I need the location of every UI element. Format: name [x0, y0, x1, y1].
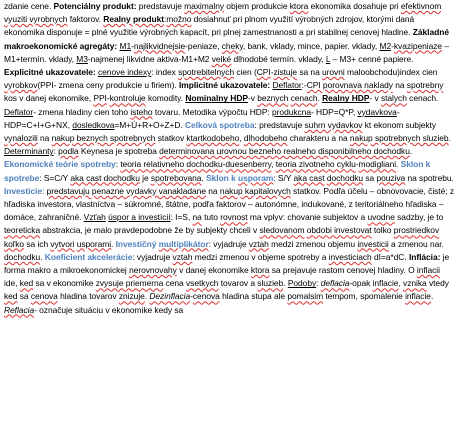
text-run: aka cast dochodku	[70, 172, 140, 183]
text-run: (PPI- zmena ceny produkcie u firiem).	[37, 80, 179, 91]
text-run: -peniaze,	[185, 40, 222, 51]
text-run: – M1+termín. vklady,	[4, 40, 449, 64]
text-run: beznych	[257, 93, 289, 104]
text-run: kt ekonom subjekty	[362, 119, 437, 130]
text-run: vyrobkov	[4, 80, 38, 91]
text-run: v danej ekonomike	[176, 265, 251, 276]
term-heading: Ekonomické teórie spotreby	[4, 159, 116, 170]
term-heading: Investičný	[115, 238, 157, 249]
text-run: cenach.	[406, 93, 439, 104]
text-run: tuto	[201, 212, 221, 223]
text-run: -	[190, 291, 193, 302]
document-body	[4, 0, 454, 317]
term-heading: Explicitné ukazovatele:	[4, 67, 96, 78]
text-run: komodity.	[145, 93, 186, 104]
term-heading: Realny produkt	[103, 14, 164, 25]
text-run: nakup beznych spotrebnych	[51, 133, 156, 144]
text-run: cena	[163, 278, 186, 289]
text-run: produkcna	[272, 106, 311, 117]
text-run: sa v ekonomike	[33, 278, 96, 289]
text-run: uvodne	[367, 212, 395, 223]
text-run: ,	[239, 133, 244, 144]
term-heading: Sklon k	[206, 172, 236, 183]
text-run: hladina stupa ale	[219, 291, 288, 302]
text-run: vytvori	[50, 238, 75, 249]
term-heading: Koeficient akcelerácie	[44, 251, 133, 262]
text-run: sa na	[297, 67, 323, 78]
text-run: a zmenou nar.	[388, 238, 444, 249]
text-run: medzi zmenou v objeme spotreby a	[192, 251, 329, 262]
text-run: sledovanom	[259, 225, 305, 236]
text-run: možno	[166, 14, 192, 25]
text-run: =M+Ú+R+O+Z+D.	[114, 119, 185, 130]
text-run: ,	[271, 159, 276, 170]
text-run: .	[396, 159, 401, 170]
text-run: ekonomika dosahuje pri	[308, 1, 401, 11]
text-run: vztah	[172, 251, 193, 262]
text-run: cenach	[290, 93, 318, 104]
text-run: cien (	[234, 67, 257, 78]
text-run: L	[325, 53, 331, 64]
text-run: -HDP=C+I+G+NX,	[4, 106, 400, 130]
text-run: M1	[119, 40, 132, 51]
text-run: .	[430, 291, 434, 302]
text-run: modigliani	[358, 159, 397, 170]
text-run: spotrebovana	[150, 172, 202, 183]
text-run: vynalozili	[4, 133, 38, 144]
text-run: - v	[369, 93, 381, 104]
text-run: : S=C/Y	[39, 172, 71, 183]
text-run: .	[201, 172, 207, 183]
text-run: Keynesa je spotreba	[78, 146, 160, 157]
text-run: : predstavuje	[254, 119, 305, 130]
text-run: - HDP=Q*P,	[310, 106, 358, 117]
text-run: predstavuje	[136, 1, 185, 11]
text-run: cenova	[30, 291, 58, 302]
text-run: objem produkcie	[224, 1, 290, 11]
text-run: investicii	[357, 238, 389, 249]
text-run: usporami	[76, 238, 112, 249]
text-run: -	[106, 93, 110, 104]
text-run: .	[40, 251, 45, 262]
text-run: :	[164, 14, 167, 25]
text-run: M2	[379, 40, 392, 51]
text-run: ktartkodobeho	[186, 133, 240, 144]
text-run: .	[144, 291, 150, 302]
text-run: vtedy	[426, 278, 449, 289]
text-run: tovaru. Metodika výpočtu HDP:	[152, 106, 273, 117]
text-run: Determinanty	[4, 146, 54, 157]
term-heading: Sklon k spotrebe	[4, 159, 431, 183]
text-run: :	[41, 185, 47, 196]
text-run: znizuje	[118, 291, 145, 302]
text-run: dochodku	[4, 251, 41, 262]
text-run: prostriedkov	[393, 225, 440, 236]
text-run: nakup spotrebnych sluzieb	[349, 133, 449, 144]
text-run: rovnost	[220, 212, 248, 223]
text-run: -najmenej likvidne aktiva-M1+M2	[87, 53, 212, 64]
text-run: aka cast	[293, 172, 325, 183]
text-run: spotrebny	[406, 80, 444, 91]
text-run: maloobchodu)index cien	[344, 67, 438, 78]
text-run: sa	[363, 172, 377, 183]
term-heading: Investície	[4, 185, 42, 196]
text-run: statkov	[155, 133, 187, 144]
text-run: dlhodobeho	[243, 133, 288, 144]
text-run: .	[317, 93, 323, 104]
text-run: urovni	[322, 67, 345, 78]
text-run: determinovana urovnou bezneho realneho disponibilneho dochodku	[159, 146, 410, 157]
text-run: vsetkych	[186, 278, 219, 289]
text-run: inflacie	[405, 291, 431, 302]
text-run: stalych	[380, 93, 407, 104]
text-run: vztah	[248, 238, 269, 249]
text-run: podla	[58, 146, 79, 157]
text-run: zistuje	[273, 67, 298, 78]
text-run: maximalny	[184, 1, 225, 11]
term-heading: Nominalny HDP	[185, 93, 248, 104]
text-run: sluzieb	[257, 278, 284, 289]
text-run: CPI porovnava naklady	[306, 80, 393, 91]
text-run: vznika	[403, 278, 427, 289]
text-run: .	[409, 146, 413, 157]
text-run: - označuje situáciu v ekonomike kedy sa	[34, 304, 184, 315]
text-run: ktora	[289, 1, 309, 11]
text-run: inflacii	[416, 265, 440, 276]
text-run: : vyjadruje	[208, 238, 249, 249]
text-run: -	[131, 40, 134, 51]
text-run: koľko	[4, 238, 25, 249]
text-run: dosiahnuť pri plnom využití výrobných zdrojov, ktorými daná ekonomika disponuje = plné využitie výrobných kapacít, pri plnej zamestnanosti a pri stabilnej cenovej hladine.	[4, 14, 415, 38]
text-run: zdanie cene.	[4, 1, 54, 11]
text-run: -	[355, 159, 359, 170]
text-run: : I=S,	[170, 212, 193, 223]
text-run: statkov. Podľa účelu – obnovovacie, čisté; z hľadiska investora, vlastníctva – súkromné, štátne, podľa faktorov – autonómne, indukované, z teritoriálneho hľadiska – domáce, zahraničné.	[4, 185, 455, 223]
term-heading: multiplikátor	[158, 238, 209, 249]
text-run: .	[283, 278, 288, 289]
text-run: velké	[211, 53, 232, 64]
text-run: dlhodobé termín. vklady,	[231, 53, 326, 64]
text-run: Reflacia	[4, 304, 35, 315]
text-run: Dezinflacia	[149, 291, 191, 302]
text-run: investiciach	[328, 251, 372, 262]
text-run: : S/Y	[273, 172, 294, 183]
text-run: duesenberry	[225, 159, 272, 170]
term-heading: Inflácia:	[408, 251, 441, 262]
text-run: abstrakcia, je malo pravdepodobne že by subjekty chceli v	[40, 225, 260, 236]
text-run: pouziva	[376, 172, 406, 183]
text-run: faktorov.	[67, 14, 104, 25]
text-run: ktora	[250, 265, 270, 276]
text-run: úspor a investícií	[108, 212, 171, 223]
text-run: na	[192, 212, 202, 223]
text-run: .	[448, 133, 451, 144]
text-run: -v	[247, 93, 258, 104]
text-run: teoria relativneho dochodku	[120, 159, 223, 170]
text-run: :	[316, 278, 321, 289]
text-run: vydavkova	[357, 106, 397, 117]
term-heading: usporam	[238, 172, 274, 183]
text-run: tolko	[371, 225, 394, 236]
text-run: -	[222, 159, 226, 170]
text-run: :	[53, 146, 59, 157]
text-run: obdobi investovat	[306, 225, 372, 236]
text-run: cenove indexy	[98, 67, 152, 78]
text-run: predstavuju penazne vydavky vanakladane	[46, 185, 206, 196]
text-run: : vyjadruje	[132, 251, 173, 262]
text-run: charakteru a na	[287, 133, 350, 144]
text-run: tovarov a	[218, 278, 258, 289]
text-run: najlikvidnejsie	[133, 40, 186, 51]
text-run: pomalsim	[287, 291, 324, 302]
text-run: Deflator	[4, 106, 34, 117]
text-run: ked	[19, 278, 34, 289]
text-run: spotrebitelnych	[178, 67, 235, 78]
text-run: na	[392, 80, 407, 91]
text-run: nakup kapitalovych	[219, 185, 291, 196]
text-run: -opak	[349, 278, 373, 289]
text-run: : index	[151, 67, 179, 78]
text-run: je	[139, 172, 151, 183]
text-run: ide,	[4, 278, 20, 289]
term-heading: Realny HDP	[322, 93, 370, 104]
text-run: medzi zmenou objemu	[268, 238, 358, 249]
text-run: ma vplyv: chovanie subjektov a	[247, 212, 368, 223]
text-run: CPI	[256, 67, 271, 78]
text-run: Podoby	[287, 278, 317, 289]
text-run: dochodku	[326, 172, 364, 183]
text-run: je forma makro a mikroekonomickej	[4, 251, 450, 276]
text-run: teoreticka	[4, 225, 41, 236]
text-run: isteho	[130, 106, 153, 117]
text-run: :	[115, 159, 121, 170]
text-run: zvysuje priemerna	[95, 278, 164, 289]
text-run: na spotrebu.	[405, 172, 454, 183]
text-run: M3	[76, 53, 88, 64]
text-run: -	[391, 40, 394, 51]
term-heading: Implicitné ukazovatele:	[178, 80, 271, 91]
text-run: - zmena hladiny cien toho	[33, 106, 131, 117]
text-run: kvazipeniaze	[393, 40, 443, 51]
text-run: dI=a*dC.	[371, 251, 409, 262]
text-run: PPI	[93, 93, 107, 104]
text-run: suhrn vydavkov	[304, 119, 363, 130]
text-run: teoria zivotneho cyklu	[275, 159, 356, 170]
text-run: sa ich	[24, 238, 51, 249]
text-run: ,	[398, 278, 404, 289]
text-run: ked	[4, 291, 18, 302]
text-run: hladina tovarov	[57, 291, 119, 302]
text-run: na	[205, 185, 220, 196]
term-heading: Potenciálny produkt:	[53, 1, 137, 11]
text-run: – M3+ cenné papiere.	[330, 53, 414, 64]
text-run: Deflator	[272, 80, 302, 91]
term-heading: Základné makroekonomické agregáty:	[4, 27, 449, 51]
text-run: .	[111, 238, 116, 249]
text-run: tempom, spomalenie	[323, 291, 406, 302]
text-run: na	[37, 133, 52, 144]
text-run: kos v danej ekonomike,	[4, 93, 94, 104]
term-heading: Celková spotreba	[185, 119, 255, 130]
text-run: sadzby, je to	[394, 212, 444, 223]
text-run: inflacie	[372, 278, 399, 289]
text-run: :-	[301, 80, 307, 91]
text-run: cenova	[192, 291, 220, 302]
text-run: sa	[17, 291, 31, 302]
text-run: nerovnovahy	[129, 265, 177, 276]
text-run: efektivnom vyuziti vyrobnych	[4, 1, 442, 25]
text-run: deflacia	[320, 278, 350, 289]
text-run: Vzťah	[83, 212, 106, 223]
text-run: sa prejavuje rastom cenovej hladiny. O	[269, 265, 417, 276]
text-run: cheky	[221, 40, 243, 51]
text-run: dosledkova	[72, 119, 115, 130]
text-run: , bank, vklady, mince, papier. vklady,	[242, 40, 380, 51]
text-run: -	[270, 67, 274, 78]
text-run: kontroluje	[109, 93, 146, 104]
